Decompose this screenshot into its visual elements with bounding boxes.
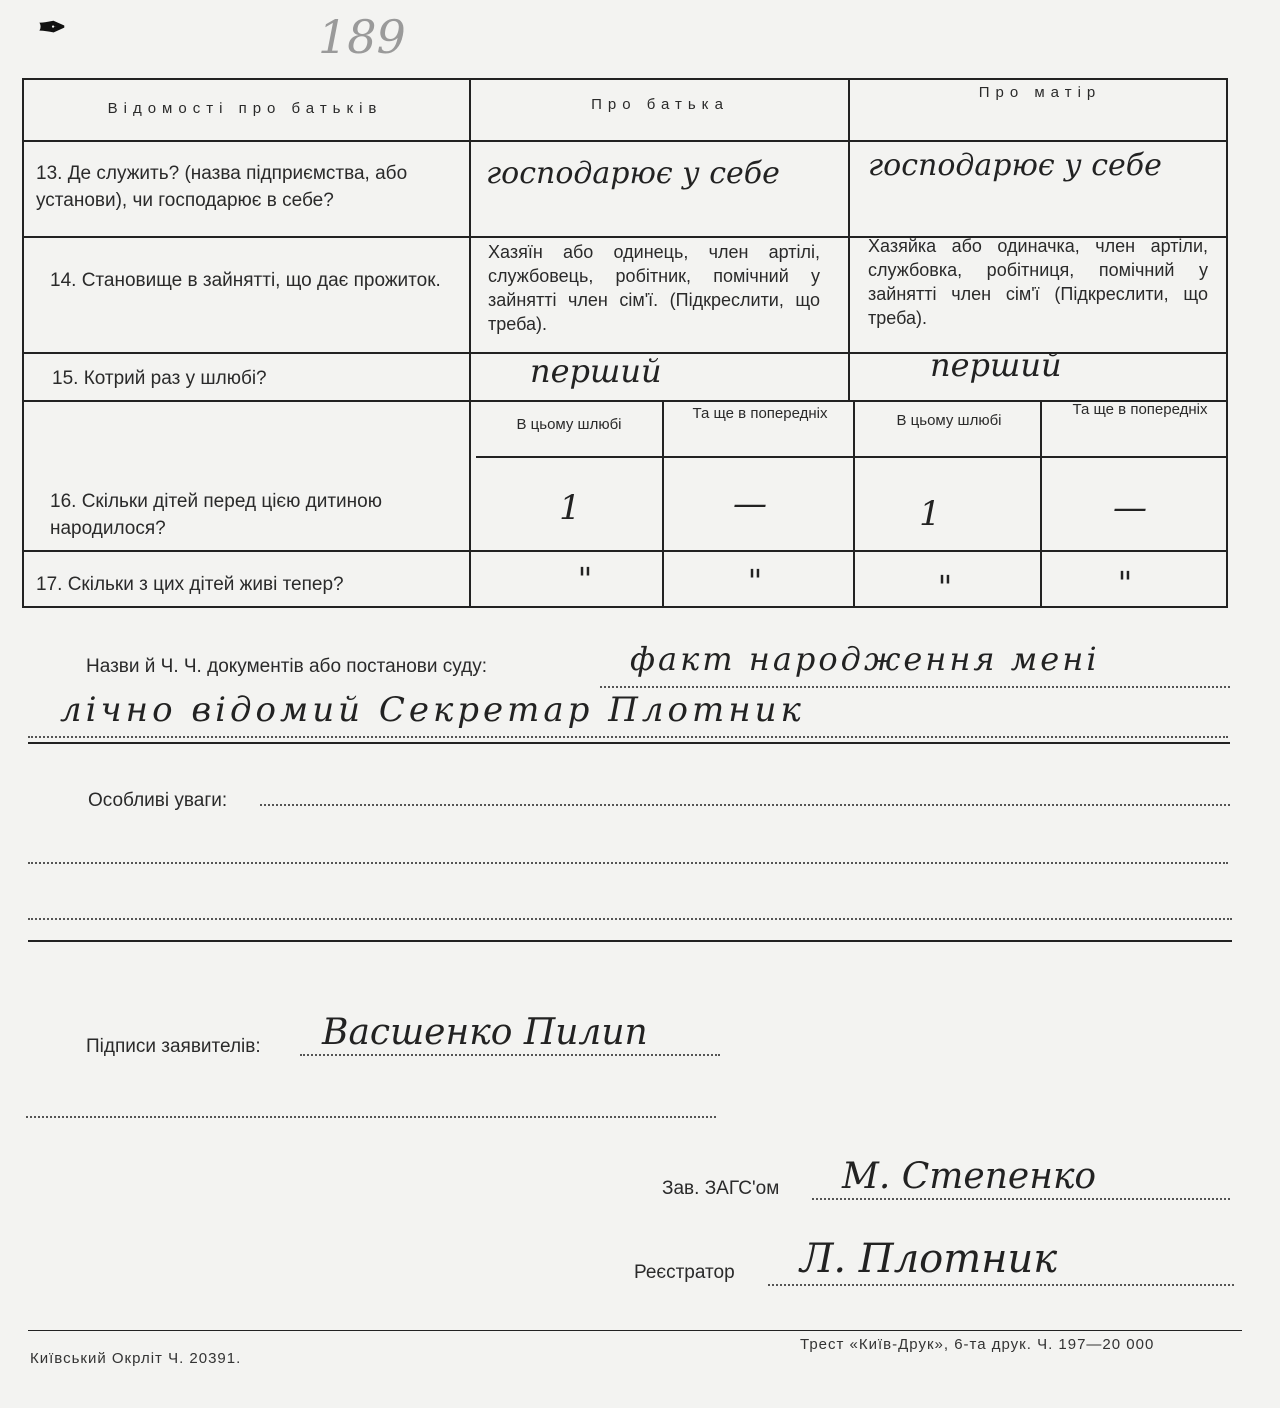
row17-father-this: " — [577, 560, 593, 598]
subheader-mother-this-marriage: В цьому шлюбі — [896, 412, 1002, 429]
row16-mother-this: 1 — [919, 494, 941, 534]
row16-father-prev: — — [733, 484, 767, 524]
row13-father-value: господарює у себе — [486, 156, 780, 191]
subheader-father-previous: Та ще в попередніх — [692, 405, 828, 422]
row14-label: 14. Становище в зайнятті, що дає прожиток. — [50, 270, 441, 291]
row17-mother-prev: " — [1117, 564, 1133, 602]
subheader-father-this-marriage: В цьому шлюбі — [516, 416, 622, 433]
row16-label: 16. Скільки дітей перед цією дитиною народилося? — [50, 491, 382, 539]
row13-label: 13. Де служить? (назва підприємства, або установи), чи господарює в себе? — [36, 163, 408, 211]
zags-head-signature: М. Степенко — [842, 1156, 1097, 1197]
row15-mother-value: перший — [930, 346, 1062, 384]
row17-label: 17. Скільки з цих дітей живі тепер? — [36, 574, 344, 595]
row16-mother-prev: — — [1113, 488, 1147, 528]
registrar-label: Реєстратор — [634, 1262, 735, 1283]
registrar-signature: Л. Плотник — [800, 1236, 1058, 1282]
corner-mark-icon: ✒ — [38, 8, 67, 48]
row13-mother-value: господарює у себе — [868, 148, 1162, 183]
remarks-line-1 — [260, 804, 1230, 806]
documents-label: Назви й Ч. Ч. документів або постанови суду: — [86, 656, 487, 677]
row16-father-this: 1 — [559, 488, 581, 528]
documents-value-line1: факт народження мені — [630, 640, 1100, 678]
row15-father-value: перший — [530, 352, 662, 390]
applicants-signature-label: Підписи заявителів: — [86, 1036, 261, 1057]
footer-printer-left: Київський Окрліт Ч. 20391. — [30, 1350, 242, 1367]
row14-father-options: Хазяїн або одинець, член артілі, службовець, робітник, помічний у зайнятті член сім'ї. (Підкреслити, що треба). — [488, 242, 820, 334]
archive-number: 189 — [318, 10, 406, 64]
subheader-mother-previous: Та ще в попередніх — [1072, 401, 1208, 418]
row14-mother-options: Хазяйка або одиначка, член артіли, службовка, робітниця, помічний у зайнятті член сім'ї (Підкреслити, що треба). — [868, 236, 1208, 328]
remarks-label: Особливі уваги: — [88, 790, 228, 811]
footer-printer-right: Трест «Київ-Друк», 6-та друк. Ч. 197—20 000 — [800, 1336, 1155, 1353]
remarks-line-2 — [28, 862, 1228, 864]
header-mother: Про матір — [978, 84, 1102, 101]
zags-head-label: Зав. ЗАГС'ом — [662, 1178, 780, 1199]
applicants-signature: Васшенко Пилип — [322, 1012, 648, 1053]
row17-mother-this: " — [937, 568, 953, 606]
row15-label: 15. Котрий раз у шлюбі? — [52, 368, 267, 389]
header-parents-info: Відомості про батьків — [107, 100, 383, 117]
row17-father-prev: " — [747, 562, 763, 600]
header-father: Про батька — [591, 96, 729, 113]
remarks-line-3 — [28, 918, 1232, 920]
documents-value-line2: лічно відомий Секретар Плотник — [60, 690, 805, 730]
